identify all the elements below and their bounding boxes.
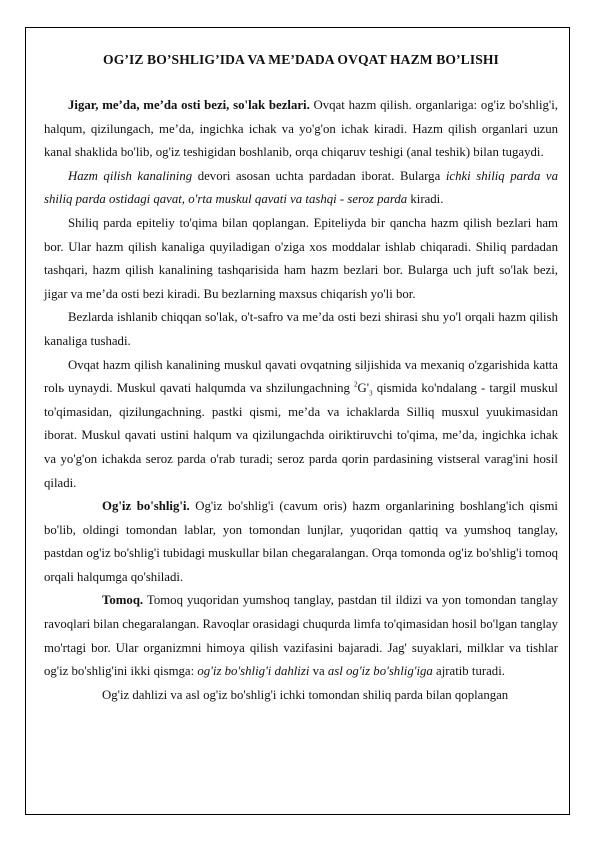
paragraph-4: Bezlarda ishlanib chiqqan so'lak, o't-safro va me’da osti bezi shirasi shu yo'l orqali hazm qilish kanaliga tushadi. — [44, 310, 558, 348]
paragraph-8: Og'iz dahlizi va asl og'iz bo'shlig'i ichki tomondan shiliq parda bilan qoplangan — [102, 687, 509, 702]
paragraph-5-text-a: Ovqat hazm qilish kanalining muskul qavati ovqatning siljishida va mexaniq o'zgarishida katta rolь uynaydi. Muskul qavati halqumda va shzilungachning — [44, 357, 558, 396]
paragraph-3: Shiliq parda epiteliy to'qima bilan qoplangan. Epiteliyda bir qancha hazm qilish bezlari ham bor. Ular hazm qilish kanaliga quyiladigan o'ziga xos moddalar ishlab chiqaradi. Shiliq pardadan tashqari, hazm qilish kanalining tashqarisida ham hazm bezlari bor. Bularga uch juft so'lak bezi, jigar va me’da osti bezi kiradi. Bu bezlarning maxsus chiqarish yo'li bor. — [44, 215, 558, 301]
paragraph-5 — [44, 354, 558, 496]
paragraph-5-mid: G' — [357, 381, 370, 396]
paragraph-1 — [44, 94, 558, 165]
paragraph-2-term: Hazm qilish kanalining — [68, 168, 193, 183]
paragraph-6-lead: Og'iz bo'shlig'i. — [102, 499, 190, 514]
paragraph-5-sub: 3 — [369, 389, 373, 398]
paragraph-6 — [44, 495, 558, 589]
paragraph-7 — [44, 589, 558, 683]
paragraph-7-lead: Tomoq. — [102, 593, 144, 608]
paragraph-7-italic-2: asl og'iz bo'shlig'iga — [327, 664, 433, 679]
page-title: OG’IZ BO’SHLIG’IDA VA ME’DADA OVQAT HAZM BO’LISHI — [103, 52, 499, 67]
paragraph-2-end: kiradi. — [407, 192, 444, 207]
paragraph-7-text-b: va — [309, 664, 328, 679]
paragraph-5-text-b: qismida ko'ndalang - targil muskul to'qimasidan, qizilungachning. pastki qismi, me’da va ichaklarda Silliq musxul yuukimasidan iborat. Muskul qavati ustini halqum va qizilungachda oiriktiruvchi to'qima, me’da, ingichka ichak va yo'g'on ichakda seroz parda o'rab turadi; seroz parda qorin pardasining vistseral varag'ini hosil qiladi. — [44, 381, 558, 490]
paragraph-2-emphasis: ichki shiliq parda va shiliq parda ostidagi qavat, o'rta muskul qavati va tashqi - seroz parda — [44, 168, 558, 207]
paragraph-5-sup: 2 — [354, 380, 358, 389]
document-body — [44, 50, 558, 707]
paragraph-2-text: devori asosan uchta pardadan iborat. Bularga — [192, 168, 446, 183]
paragraph-1-text: Ovqat hazm qilish. organlariga: og'iz bo'shlig'i, halqum, qizilungach, me’da, ingichka ichak va yo'g'on ichak kiradi. Hazm qilish organlari uzun kanal shaklida bo'lib, og'iz teshigidan boshlanib, orqa chiqaruv teshigi (anal teshik) bilan tugaydi. — [44, 98, 558, 160]
paragraph-7-italic-1: og'iz bo'shlig'i dahlizi — [197, 664, 310, 679]
paragraph-1-lead: Jigar, me’da, me’da osti bezi, so'lak bezlari. — [68, 98, 310, 112]
paragraph-2 — [44, 165, 558, 212]
paragraph-7-text-c: ajratib turadi. — [432, 664, 505, 679]
paragraph-7-text-a: Tomoq yuqoridan yumshoq tanglay, pastdan til ildizi va yon tomondan tanglay ravoqlari bilan chegaralangan. Ravoqlar orasidagi chuqurda limfa to'qimasidan hosil bo'lgan tanglay mo'rtagi bor. Ular organizmni himoya qilish vazifasini bajaradi. Jag' suyaklari, milklar va tishlar og'iz bo'shlig'ini ikki qismga: — [44, 593, 558, 679]
paragraph-6-text: Og'iz bo'shlig'i (cavum oris) hazm organlarining boshlang'ich qismi bo'lib, oldingi tomondan lablar, yon tomondan lunjlar, yuqoridan qattiq va yumshoq tanglay, pastdan og'iz bo'shlig'i tubidagi muskullar bilan chegaralangan. Orqa tomonda og'iz bo'shlig'i tomoq orqali halqumga qo'shiladi. — [44, 499, 558, 584]
